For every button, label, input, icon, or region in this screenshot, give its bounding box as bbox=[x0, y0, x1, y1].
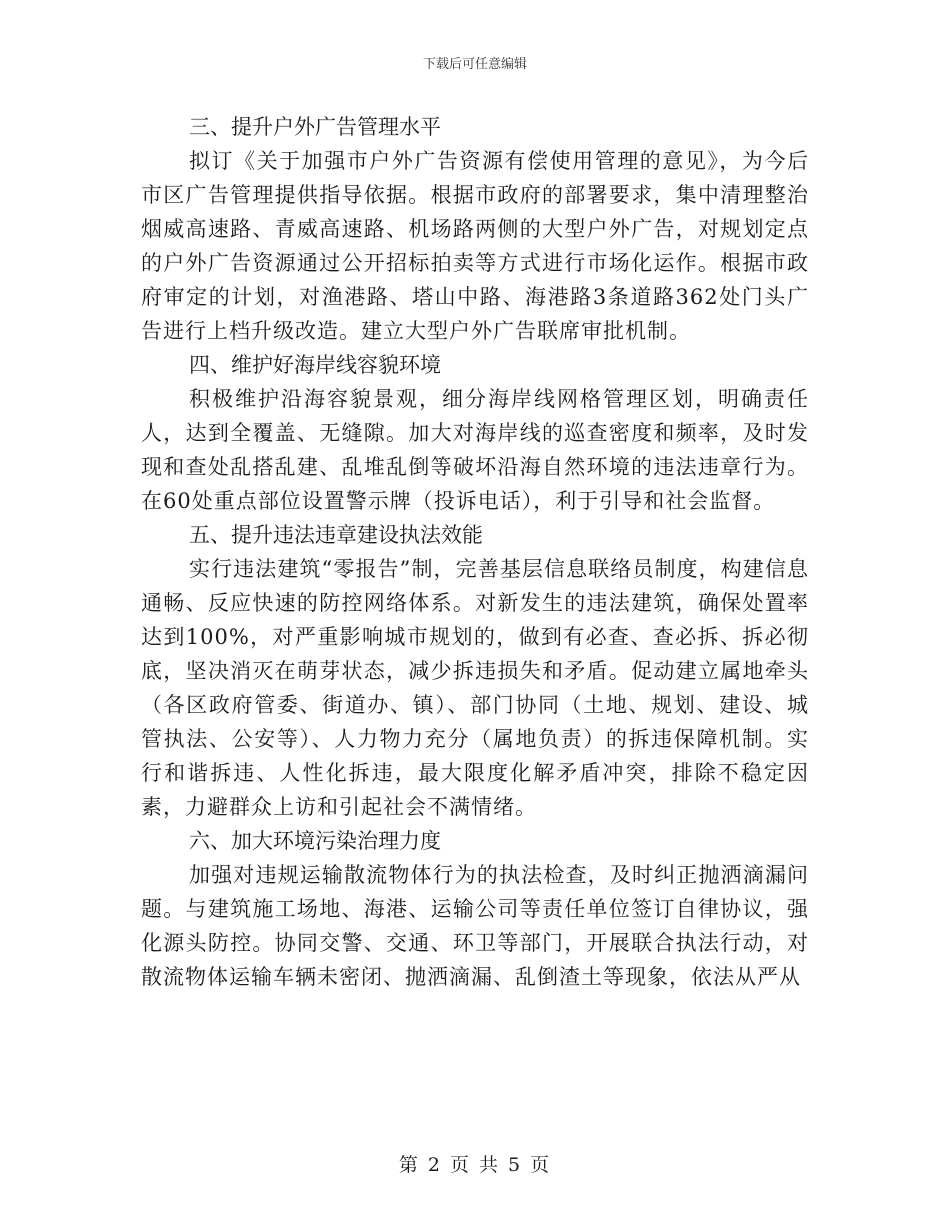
section-paragraph: 实行违法建筑“零报告”制，完善基层信息联络员制度，构建信息通畅、反应快速的防控网络体系。对新发生的违法建筑，确保处置率达到100%，对严重影响城市规划的，做到有必查、查必拆、拆必彻底，坚决消灭在萌芽状态，减少拆违损失和矛盾。促动建立属地牵头（各区政府管委、街道办、镇）、部门协同（土地、规划、建设、城管执法、公安等）、人力物力充分（属地负责）的拆违保障机制。实行和谐拆违、人性化拆违，最大限度化解矛盾冲突，排除不稳定因素，力避群众上访和引起社会不满情绪。 bbox=[141, 557, 809, 819]
section-heading: 三、提升户外广告管理水平 bbox=[189, 115, 441, 139]
section-heading: 六、加大环境污染治理力度 bbox=[189, 829, 441, 853]
document-body bbox=[141, 110, 809, 994]
section-paragraph: 拟订《关于加强市户外广告资源有偿使用管理的意见》，为今后市区广告管理提供指导依据。根据市政府的部署要求，集中清理整治烟威高速路、青威高速路、机场路两侧的大型户外广告，对规划定点的户外广告资源通过公开招标拍卖等方式进行市场化运作。根据市政府审定的计划，对渔港路、塔山中路、海港路3条道路362处门头广告进行上档升级改造。建立大型户外广告联席审批机制。 bbox=[141, 149, 809, 343]
section-paragraph: 加强对违规运输散流物体行为的执法检查，及时纠正抛洒滴漏问题。与建筑施工场地、海港、运输公司等责任单位签订自律协议，强化源头防控。协同交警、交通、环卫等部门，开展联合执法行动，对散流物体运输车辆未密闭、抛洒滴漏、乱倒渣土等现象，依法从严从 bbox=[141, 863, 809, 989]
page-header: 下载后可任意编辑 bbox=[422, 57, 527, 72]
section-paragraph: 积极维护沿海容貌景观，细分海岸线网格管理区划，明确责任人，达到全覆盖、无缝隙。加大对海岸线的巡查密度和频率，及时发现和查处乱搭乱建、乱堆乱倒等破坏沿海自然环境的违法违章行为。在60处重点部位设置警示牌（投诉电话），利于引导和社会监督。 bbox=[141, 387, 809, 513]
page-number: 第 2 页 共 5 页 bbox=[398, 1154, 552, 1176]
section-heading: 四、维护好海岸线容貌环境 bbox=[189, 353, 441, 377]
section-heading: 五、提升违法违章建设执法效能 bbox=[189, 523, 483, 547]
